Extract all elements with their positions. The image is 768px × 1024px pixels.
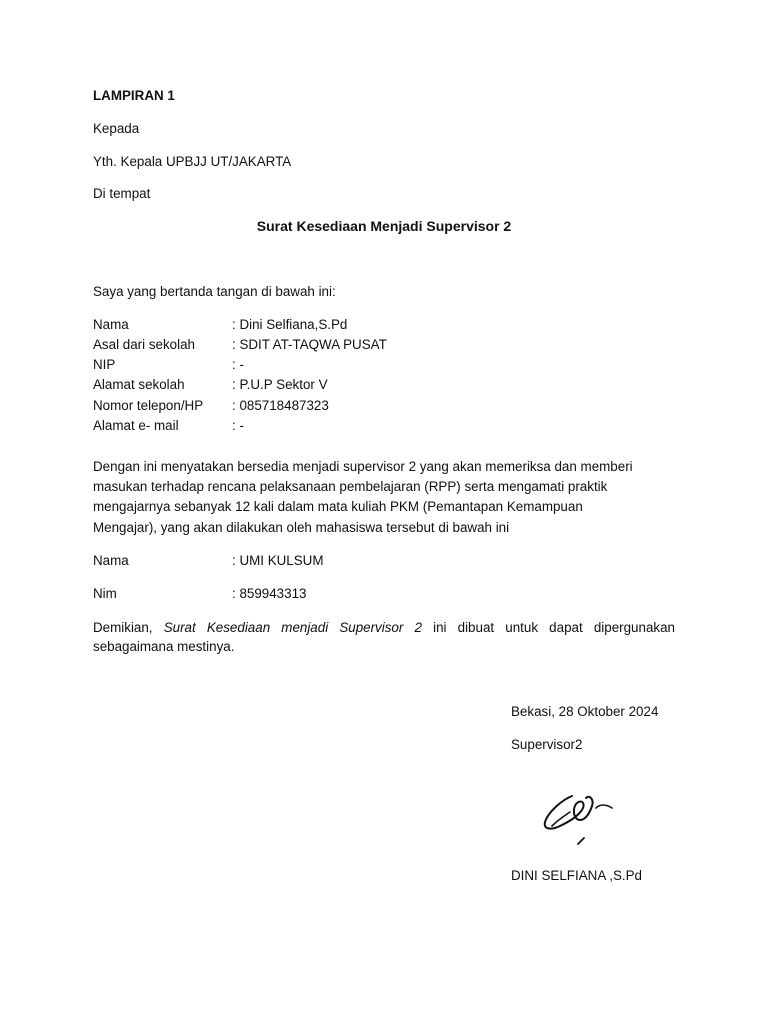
field-label: Alamat sekolah (93, 377, 185, 392)
closing-italic: Surat Kesediaan menjadi Supervisor 2 (163, 620, 422, 635)
field-value: : - (232, 357, 244, 372)
field-label: Nomor telepon/HP (93, 398, 204, 413)
recipient-addressee: Yth. Kepala UPBJJ UT/JAKARTA (93, 154, 292, 169)
signer-name: DINI SELFIANA ,S.Pd (511, 868, 642, 883)
closing-line-1 (93, 618, 675, 638)
field-value: : 859943313 (232, 586, 307, 601)
recipient-place: Di tempat (93, 186, 151, 201)
statement-line-4: Mengajar), yang akan dilakukan oleh mahasiswa tersebut di bawah ini (93, 520, 510, 535)
field-label: NIP (93, 357, 116, 372)
closing-suffix: ini dibuat untuk dapat dipergunakan (433, 620, 675, 635)
place-date: Bekasi, 28 Oktober 2024 (511, 704, 659, 719)
statement-line-1: Dengan ini menyatakan bersedia menjadi supervisor 2 yang akan memeriksa dan memberi (93, 459, 633, 474)
statement-line-3: mengajarnya sebanyak 12 kali dalam mata kuliah PKM (Pemantapan Kemampuan (93, 499, 583, 514)
field-label: Alamat e- mail (93, 418, 179, 433)
field-value: : SDIT AT-TAQWA PUSAT (232, 337, 387, 352)
field-value: : Dini Selfiana,S.Pd (232, 317, 348, 332)
field-label: Asal dari sekolah (93, 337, 195, 352)
field-value: : 085718487323 (232, 398, 329, 413)
statement-line-2: masukan terhadap rencana pelaksanaan pembelajaran (RPP) serta mengamati praktik (93, 479, 608, 494)
field-label: Nama (93, 553, 129, 568)
letter-title: Surat Kesediaan Menjadi Supervisor 2 (256, 218, 512, 234)
recipient-to: Kepada (93, 121, 140, 136)
intro-text: Saya yang bertanda tangan di bawah ini: (93, 284, 336, 299)
handwritten-signature (538, 786, 620, 846)
signer-role: Supervisor2 (511, 737, 583, 752)
attachment-label: LAMPIRAN 1 (93, 88, 175, 103)
field-label: Nim (93, 586, 117, 601)
closing-line-2: sebagaimana mestinya. (93, 639, 235, 654)
field-value: : - (232, 418, 244, 433)
field-value: : UMI KULSUM (232, 553, 324, 568)
field-value: : P.U.P Sektor V (232, 377, 328, 392)
field-label: Nama (93, 317, 129, 332)
closing-prefix: Demikian, (93, 620, 153, 635)
